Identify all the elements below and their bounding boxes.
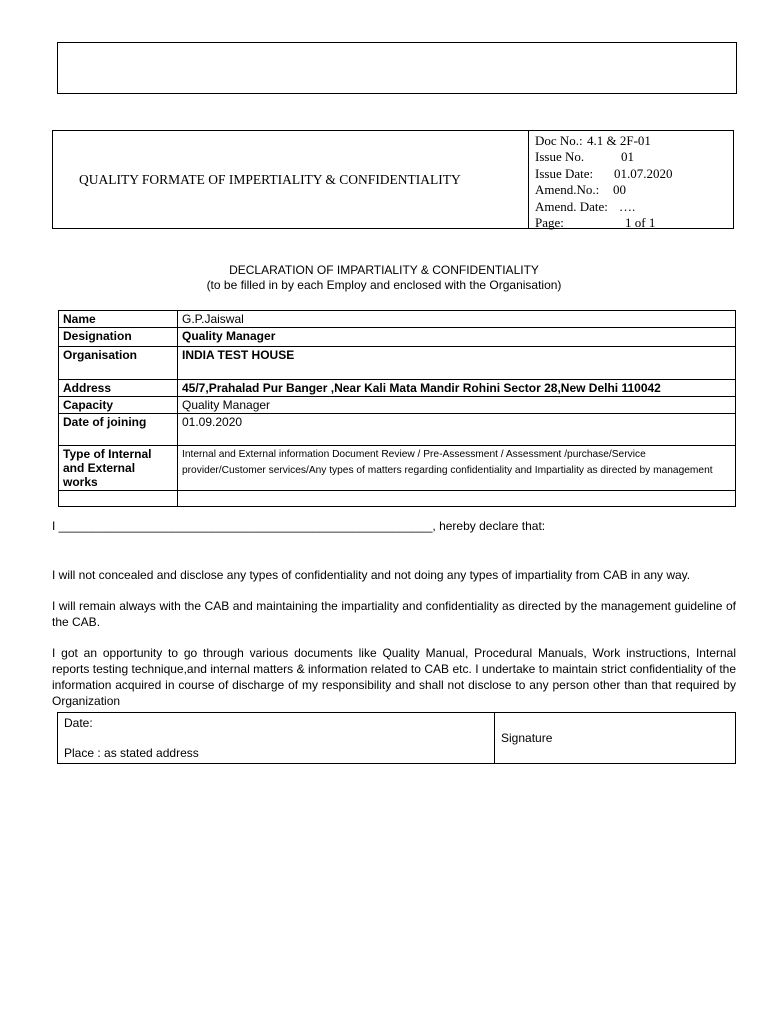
paragraph-2: I will remain always with the CAB and maintaining the impartiality and confidentiality as directed by the management guideline of the CAB. bbox=[52, 599, 736, 629]
value-date-of-joining: 01.09.2020 bbox=[178, 414, 736, 446]
meta-issue-no: Issue No. 01 bbox=[535, 149, 634, 165]
label-address: Address bbox=[59, 380, 178, 397]
table-row bbox=[59, 491, 736, 507]
signature-block bbox=[57, 712, 736, 764]
table-row bbox=[59, 347, 736, 380]
value-address: 45/7,Prahalad Pur Banger ,Near Kali Mata Mandir Rohini Sector 28,New Delhi 110042 bbox=[178, 380, 736, 397]
label-designation: Designation bbox=[59, 328, 178, 347]
paragraph-1: I will not concealed and disclose any types of confidentiality and not doing any types of impartiality from CAB in any way. bbox=[52, 568, 691, 582]
label-name: Name bbox=[59, 311, 178, 328]
date-label: Date: bbox=[64, 716, 93, 730]
label-date-of-joining: Date of joining bbox=[59, 414, 178, 446]
meta-doc-no: Doc No.: 4.1 & 2F-01 bbox=[535, 133, 651, 148]
document-meta bbox=[529, 131, 733, 231]
label-capacity: Capacity bbox=[59, 397, 178, 414]
paragraph-3: I got an opportunity to go through various documents like Quality Manual, Procedural Manuals, Work instructions, Internal reports testing technique,and internal matters & information related to CAB etc. I undertake to maintain strict confidentiality of the information acquired in course of discharge of my responsibility and shall not disclose to any person other than that required by Organization bbox=[52, 646, 736, 708]
document-header bbox=[52, 130, 734, 229]
value-designation: Quality Manager bbox=[178, 328, 736, 347]
table-row bbox=[59, 446, 736, 491]
document-title: QUALITY FORMATE OF IMPERTIALITY & CONFIDENTIALITY bbox=[53, 131, 529, 228]
declaration-subtitle: (to be filled in by each Employ and enclosed with the Organisation) bbox=[206, 278, 562, 292]
value-capacity: Quality Manager bbox=[178, 397, 736, 414]
label-organisation: Organisation bbox=[59, 347, 178, 380]
table-row bbox=[59, 328, 736, 347]
value-empty bbox=[178, 491, 736, 507]
table-row bbox=[59, 414, 736, 446]
value-name: G.P.Jaiswal bbox=[178, 311, 736, 328]
meta-issue-date: Issue Date: 01.07.2020 bbox=[535, 165, 673, 181]
employee-info-table bbox=[58, 310, 736, 507]
declaration-line: I ________________________________________________________, hereby declare that: bbox=[52, 519, 546, 533]
table-row bbox=[58, 713, 736, 764]
label-empty bbox=[59, 491, 178, 507]
table-row bbox=[59, 397, 736, 414]
meta-page: Page: 1 of 1 bbox=[535, 215, 656, 231]
declaration-title: DECLARATION OF IMPARTIALITY & CONFIDENTIALITY bbox=[229, 263, 539, 277]
table-row bbox=[59, 311, 736, 328]
blank-header-box bbox=[57, 42, 737, 94]
table-row bbox=[59, 380, 736, 397]
label-works: Type of Internal and External works bbox=[59, 446, 178, 491]
value-organisation: INDIA TEST HOUSE bbox=[178, 347, 736, 380]
date-place-cell bbox=[58, 713, 495, 764]
place-label: Place : as stated address bbox=[64, 746, 199, 760]
signature-label: Signature bbox=[495, 713, 736, 764]
value-works: Internal and External information Document Review / Pre-Assessment / Assessment /purchase/Service provider/Customer services/Any types of matters regarding confidentiality and Impartiality as directed by management bbox=[178, 446, 736, 491]
meta-amend-date: Amend. Date: …. bbox=[535, 198, 636, 214]
meta-amend-no: Amend.No.: 00 bbox=[535, 182, 626, 198]
